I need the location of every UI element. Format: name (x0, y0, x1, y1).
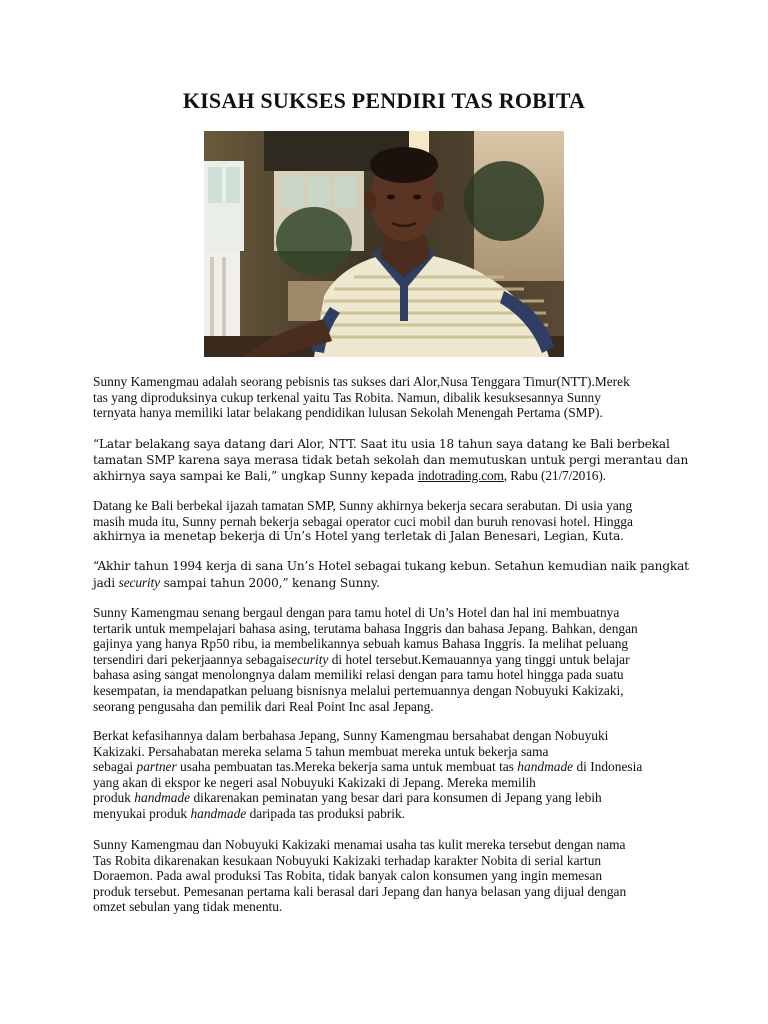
text-segment: di hotel tersebut.Kemauannya yang tinggi untuk belajar (328, 651, 630, 667)
text-segment: usaha pembuatan tas.Mereka bekerja sama untuk membuat tas (176, 759, 518, 775)
text-segment: akhirnya saya sampai ke Bali,” ungkap Sunny kepada (93, 469, 418, 484)
paragraph-line: omzet sebulan yang tidak menentu. (93, 899, 283, 915)
paragraph-line (93, 468, 683, 485)
paragraph-line: tamatan SMP karena saya merasa tidak betah sekolah dan memutuskan untuk pergi merantau dan (93, 452, 689, 467)
italic-term: partner (136, 759, 177, 775)
paragraph-line: “Akhir tahun 1994 kerja di sana Un’s Hotel sebagai tukang kebun. Setahun kemudian naik pangkat (93, 559, 689, 573)
paragraph-4 (93, 559, 689, 591)
paragraph-5 (93, 605, 683, 714)
paragraph-line: Sunny Kamengmau dan Nobuyuki Kakizaki menamai usaha tas kulit mereka tersebut dengan nama (93, 837, 626, 852)
paragraph-1 (93, 374, 683, 421)
paragraph-line: tas yang diproduksinya cukup terkenal yaitu Tas Robita. Namun, dibalik kesuksesannya Sunny (93, 389, 601, 405)
text-segment: di Indonesia (573, 759, 643, 775)
paragraph-line (93, 806, 683, 822)
text-segment: sebagai (93, 759, 137, 775)
italic-term: handmade (190, 805, 247, 821)
paragraph-line: Tas Robita dikarenakan kesukaan Nobuyuki Kakizaki terhadap karakter Nobita di serial kartun (93, 852, 602, 868)
paragraph-3 (93, 498, 683, 545)
paragraph-line: gajinya yang hanya Rp50 ribu, ia membelikannya sebuah kamus Bahasa Inggris. Ia melihat peluang (93, 636, 629, 652)
paragraph-line: Kakizaki. Persahabatan mereka selama 5 tahun membuat mereka untuk bekerja sama (93, 743, 549, 759)
paragraph-line: yang akan di ekspor ke negeri asal Nobuyuki Kakizaki di Jepang. Mereka memilih (93, 774, 536, 790)
italic-term: security (118, 574, 160, 590)
paragraph-line (93, 575, 683, 592)
portrait-photo (204, 131, 564, 357)
document-title: KISAH SUKSES PENDIRI TAS ROBITA (182, 88, 586, 113)
paragraph-6 (93, 728, 683, 822)
text-segment: , Rabu (21/7/2016). (503, 468, 606, 484)
paragraph-line: Datang ke Bali berbekal ijazah tamatan SMP, Sunny akhirnya bekerja secara serabutan. Di usia yang (93, 498, 633, 513)
italic-term: handmade (134, 790, 191, 806)
paragraph-line: tertarik untuk mempelajari bahasa asing, terutama bahasa Inggris dan bahasa Jepang. Bahkan, dengan (93, 620, 638, 636)
paragraph-2 (93, 437, 689, 485)
paragraph-line: kesempatan, ia mendapatkan peluang bisnisnya melalui pertemuannya dengan Nobuyuki Kakizaki, (93, 682, 624, 698)
paragraph-line: Sunny Kamengmau adalah seorang pebisnis tas sukses dari Alor,Nusa Tenggara Timur(NTT).Merek (93, 374, 630, 389)
portrait-illustration (204, 131, 564, 357)
text-segment: daripada tas produksi pabrik. (246, 805, 406, 821)
paragraph-line: akhirnya ia menetap bekerja di Un’s Hotel yang terletak di Jalan Benesari, Legian, Kuta. (93, 529, 624, 544)
text-segment: dikarenakan peminatan yang besar dari para konsumen di Jepang yang lebih (190, 790, 602, 806)
paragraph-line: Berkat kefasihannya dalam berbahasa Jepang, Sunny Kamengmau bersahabat dengan Nobuyuki (93, 728, 609, 743)
paragraph-7 (93, 837, 683, 915)
indotrading-link[interactable]: indotrading.com (417, 468, 504, 484)
paragraph-line: Doraemon. Pada awal produksi Tas Robita, tidak banyak calon konsumen yang ingin memesan (93, 868, 603, 884)
paragraph-line: produk tersebut. Pemesanan pertama kali berasal dari Jepang dan hanya belasan yang dijual dengan (93, 883, 627, 899)
italic-term: handmade (517, 759, 574, 775)
paragraph-line: ternyata hanya memiliki latar belakang pendidikan lulusan Sekolah Menengah Pertama (SMP). (93, 405, 603, 421)
paragraph-line: masih muda itu, Sunny pernah bekerja sebagai operator cuci mobil dan buruh renovasi hotel. Hingga (93, 513, 633, 529)
paragraph-line: Sunny Kamengmau senang bergaul dengan para tamu hotel di Un’s Hotel dan hal ini membuatnya (93, 605, 620, 620)
paragraph-line (93, 759, 683, 775)
text-segment: jadi (93, 575, 119, 590)
paragraph-line: “Latar belakang saya datang dari Alor, NTT. Saat itu usia 18 tahun saya datang ke Bali berbekal (93, 437, 670, 451)
text-segment: sampai tahun 2000,” kenang Sunny. (159, 575, 380, 590)
paragraph-line (93, 790, 683, 806)
paragraph-line (93, 652, 683, 668)
italic-term: security (285, 651, 329, 667)
text-segment: produk (93, 790, 135, 806)
text-segment: tersendiri dari pekerjaannya sebagai (93, 651, 286, 667)
paragraph-line: seorang pengusaha dan pemilik dari Real Point Inc asal Jepang. (93, 698, 434, 714)
paragraph-line: bahasa asing sangat menolongnya dalam memiliki relasi dengan para tamu hotel hingga pada suatu (93, 667, 624, 683)
text-segment: menyukai produk (93, 805, 191, 821)
